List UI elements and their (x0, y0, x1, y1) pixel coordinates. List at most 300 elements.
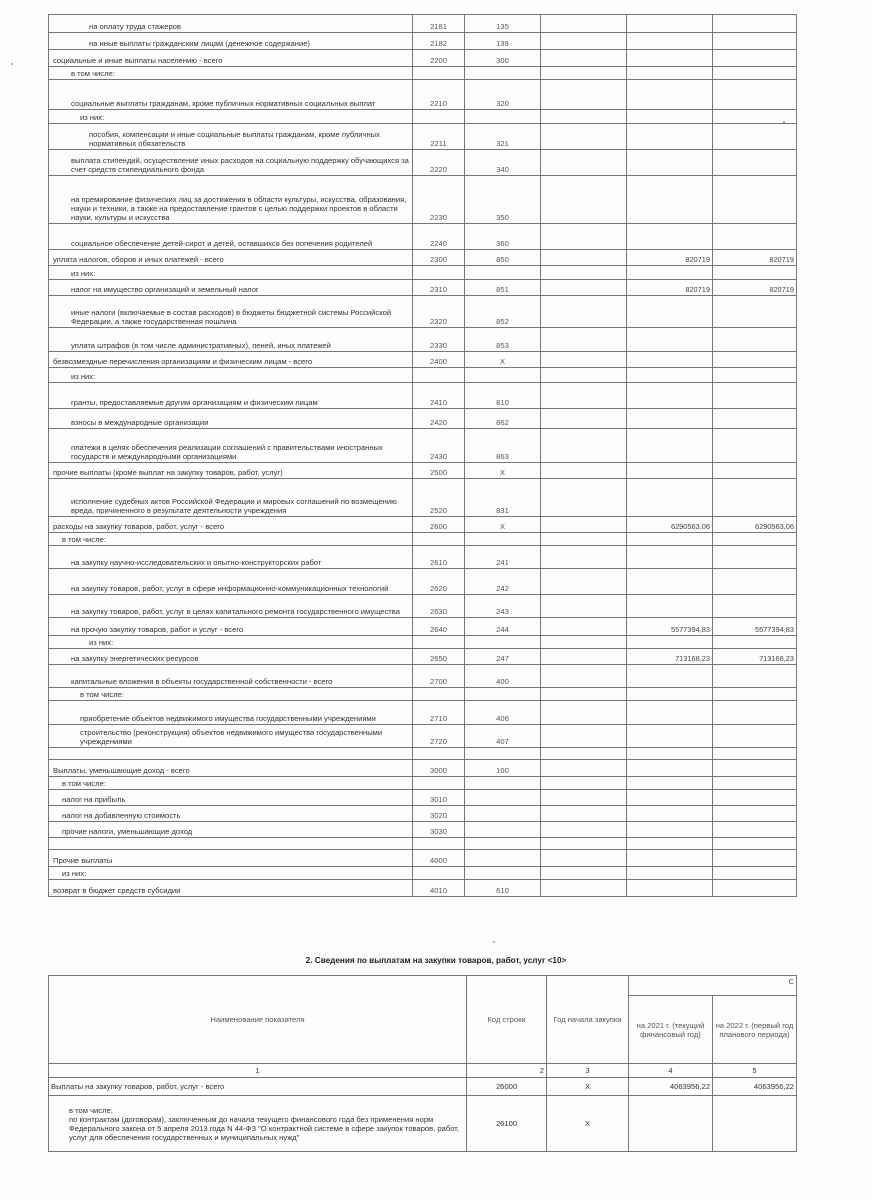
row-value-3 (713, 429, 797, 463)
row-value-1 (541, 80, 627, 110)
row-kosgu-code: 350 (465, 176, 541, 224)
row-kosgu-code: 862 (465, 409, 541, 429)
row-kosgu-code (465, 67, 541, 80)
row-value-2 (627, 688, 713, 701)
row-code: 2410 (413, 383, 465, 409)
row-value-2 (627, 725, 713, 748)
row-name: расходы на закупку товаров, работ, услуг - всего (49, 517, 413, 533)
row-value-3 (713, 850, 797, 867)
row-value-1 (541, 383, 627, 409)
row-value-1 (541, 838, 627, 850)
header-2022: на 2022 г. (первый год планового периода) (713, 996, 797, 1064)
row-kosgu-code (465, 266, 541, 280)
row-code: 2520 (413, 479, 465, 517)
row-name: налог на добавленную стоимость (49, 806, 413, 822)
row-name: на закупку товаров, работ, услуг в сфере информационно-коммуникационных технологий (49, 569, 413, 595)
row-code (413, 867, 465, 880)
row-value-3 (713, 777, 797, 790)
row-name: на премирование физических лиц за достижения в области культуры, искусства, образования, науки и техники, а также на предоставление грантов с целью поддержки проектов в области науки, культуры и искусства (49, 176, 413, 224)
row-code (413, 533, 465, 546)
row-value-2: 5577394,83 (627, 618, 713, 636)
row-value-3 (713, 725, 797, 748)
row-name: безвозмездные перечисления организациям и физическим лицам - всего (49, 352, 413, 368)
row-value-2 (627, 777, 713, 790)
row-value-3 (713, 224, 797, 250)
table-row (49, 595, 797, 618)
row-value-1 (541, 748, 627, 760)
row-value-1 (541, 463, 627, 479)
scan-speck (11, 63, 13, 65)
row-name: выплата стипендий, осуществление иных расходов на социальную поддержку обучающихся за счет средств стипендиального фонда (49, 150, 413, 176)
table-row (49, 368, 797, 383)
row-code: 2220 (413, 150, 465, 176)
row-value-1 (541, 176, 627, 224)
row-kosgu-code: 241 (465, 546, 541, 569)
row-kosgu-code: 851 (465, 280, 541, 296)
row-value-1 (541, 124, 627, 150)
row-code: 2400 (413, 352, 465, 368)
table-row (49, 409, 797, 429)
row-value-2 (627, 110, 713, 124)
row-value-3: 713168,23 (713, 649, 797, 665)
row-value-2 (627, 50, 713, 67)
row-name: Выплаты на закупку товаров, работ, услуг - всего (49, 1078, 467, 1096)
table-row (49, 1096, 797, 1152)
row-value-2 (627, 867, 713, 880)
table-row (49, 790, 797, 806)
row-value-2 (627, 15, 713, 33)
row-value-3 (713, 50, 797, 67)
row-name: из них: (49, 368, 413, 383)
header-name: Наименование показателя (49, 976, 467, 1064)
row-kosgu-code: 320 (465, 80, 541, 110)
row-name: из них: (49, 266, 413, 280)
row-code: 2240 (413, 224, 465, 250)
row-value-3 (713, 124, 797, 150)
row-name: гранты, предоставляемые другим организациям и физическим лицам (49, 383, 413, 409)
row-code (413, 110, 465, 124)
table-row (49, 850, 797, 867)
row-value-1 (541, 150, 627, 176)
row-value-1 (541, 790, 627, 806)
row-value-2 (627, 665, 713, 688)
row-value-2: 820719 (627, 250, 713, 266)
row-value-2022 (713, 1096, 797, 1152)
table-row (49, 760, 797, 777)
table-row (49, 665, 797, 688)
row-value-3 (713, 15, 797, 33)
table-row (49, 280, 797, 296)
header-2021: на 2021 г. (текущий финансовый год) (629, 996, 713, 1064)
row-value-3 (713, 176, 797, 224)
table-row (49, 636, 797, 649)
row-kosgu-code: 340 (465, 150, 541, 176)
row-kosgu-code (465, 368, 541, 383)
row-kosgu-code: 810 (465, 383, 541, 409)
row-value-1 (541, 33, 627, 50)
table-row (49, 150, 797, 176)
row-code (413, 368, 465, 383)
row-code (413, 777, 465, 790)
table-row (49, 250, 797, 266)
row-name: из них: (49, 867, 413, 880)
col-num-3: 3 (547, 1064, 629, 1078)
row-value-1 (541, 479, 627, 517)
row-value-3 (713, 67, 797, 80)
row-name: социальные выплаты гражданам, кроме публичных нормативных социальных выплат (49, 80, 413, 110)
row-code: 2600 (413, 517, 465, 533)
row-value-3 (713, 838, 797, 850)
row-code: 2211 (413, 124, 465, 150)
table-row (49, 463, 797, 479)
row-value-2 (627, 701, 713, 725)
scan-speck (493, 941, 495, 943)
row-value-2 (627, 409, 713, 429)
row-code: 2640 (413, 618, 465, 636)
row-kosgu-code: 407 (465, 725, 541, 748)
row-name: платежи в целях обеспечения реализации соглашений с правительствами иностранных государств и международными организациями (49, 429, 413, 463)
row-kosgu-code (465, 822, 541, 838)
row-value-3 (713, 760, 797, 777)
row-value-3 (713, 368, 797, 383)
row-code: 2430 (413, 429, 465, 463)
row-value-1 (541, 569, 627, 595)
row-value-2 (627, 67, 713, 80)
row-code: 26000 (467, 1078, 547, 1096)
col-num-2: 2 (467, 1064, 547, 1078)
table-row (49, 838, 797, 850)
row-code: 2620 (413, 569, 465, 595)
table-row (49, 383, 797, 409)
row-value-2 (627, 296, 713, 328)
row-value-2 (627, 176, 713, 224)
table-row (49, 533, 797, 546)
col-num-4: 4 (629, 1064, 713, 1078)
row-name: Выплаты, уменьшающие доход - всего (49, 760, 413, 777)
row-code: 4010 (413, 880, 465, 897)
row-value-3 (713, 665, 797, 688)
row-value-1 (541, 368, 627, 383)
row-name: Прочие выплаты (49, 850, 413, 867)
row-code: 4000 (413, 850, 465, 867)
row-name: прочие выплаты (кроме выплат на закупку товаров, работ, услуг) (49, 463, 413, 479)
row-value-3 (713, 546, 797, 569)
row-name: из них: (49, 110, 413, 124)
table-row (49, 748, 797, 760)
row-value-2 (627, 636, 713, 649)
row-code: 3000 (413, 760, 465, 777)
row-kosgu-code (465, 790, 541, 806)
row-name: прочие налоги, уменьшающие доход (49, 822, 413, 838)
row-value-3 (713, 150, 797, 176)
row-kosgu-code: 321 (465, 124, 541, 150)
row-value-3 (713, 479, 797, 517)
row-kosgu-code: 100 (465, 760, 541, 777)
row-code (413, 67, 465, 80)
row-value-2: 713168,23 (627, 649, 713, 665)
row-value-2 (627, 429, 713, 463)
row-kosgu-code (465, 110, 541, 124)
table-row (49, 688, 797, 701)
table-row (49, 67, 797, 80)
row-value-2 (627, 822, 713, 838)
row-value-2 (627, 838, 713, 850)
row-value-2022: 4063956,22 (713, 1078, 797, 1096)
row-kosgu-code: 400 (465, 665, 541, 688)
row-code: 2700 (413, 665, 465, 688)
row-kosgu-code (465, 636, 541, 649)
row-name: на закупку товаров, работ, услуг в целях капитального ремонта государственного имущества (49, 595, 413, 618)
row-kosgu-code: Х (465, 463, 541, 479)
row-kosgu-code: 247 (465, 649, 541, 665)
row-value-1 (541, 546, 627, 569)
row-code: 3030 (413, 822, 465, 838)
row-kosgu-code: 244 (465, 618, 541, 636)
payments-table (48, 14, 797, 897)
row-kosgu-code: 300 (465, 50, 541, 67)
row-name: на закупку научно-исследовательских и опытно-конструкторских работ (49, 546, 413, 569)
table-row (49, 224, 797, 250)
row-kosgu-code (465, 533, 541, 546)
row-value-1 (541, 110, 627, 124)
header-sum-group: С (629, 976, 797, 996)
row-value-2 (627, 124, 713, 150)
row-value-3: 5577394,83 (713, 618, 797, 636)
row-value-2 (627, 463, 713, 479)
row-value-3 (713, 701, 797, 725)
row-kosgu-code: 360 (465, 224, 541, 250)
row-code: 2420 (413, 409, 465, 429)
row-kosgu-code: 610 (465, 880, 541, 897)
row-code: 2630 (413, 595, 465, 618)
row-kosgu-code (465, 748, 541, 760)
row-value-1 (541, 296, 627, 328)
row-kosgu-code: Х (465, 352, 541, 368)
row-code: 2650 (413, 649, 465, 665)
row-value-1 (541, 777, 627, 790)
row-value-3: 6290563,06 (713, 517, 797, 533)
row-value-1 (541, 760, 627, 777)
table-row (49, 479, 797, 517)
row-value-2021: 4063956,22 (629, 1078, 713, 1096)
table-row (49, 124, 797, 150)
col-num-1: 1 (49, 1064, 467, 1078)
row-code: 3010 (413, 790, 465, 806)
row-kosgu-code: 863 (465, 429, 541, 463)
row-value-2 (627, 546, 713, 569)
row-value-3 (713, 352, 797, 368)
row-kosgu-code: Х (465, 517, 541, 533)
row-value-1 (541, 266, 627, 280)
row-value-1 (541, 725, 627, 748)
row-value-1 (541, 688, 627, 701)
row-value-1 (541, 595, 627, 618)
table-row (49, 701, 797, 725)
row-value-2 (627, 748, 713, 760)
row-value-1 (541, 352, 627, 368)
row-code: 2720 (413, 725, 465, 748)
row-value-3 (713, 748, 797, 760)
table-row (49, 806, 797, 822)
row-name: налог на имущество организаций и земельный налог (49, 280, 413, 296)
table-row (49, 1078, 797, 1096)
table-row (49, 296, 797, 328)
row-value-3 (713, 80, 797, 110)
row-name: социальное обеспечение детей-сирот и детей, оставшихся без попечения родителей (49, 224, 413, 250)
row-value-1 (541, 328, 627, 352)
row-code (413, 636, 465, 649)
row-value-1 (541, 67, 627, 80)
row-kosgu-code: 853 (465, 328, 541, 352)
table-row (49, 546, 797, 569)
row-name: взносы в международные организации (49, 409, 413, 429)
row-value-3 (713, 867, 797, 880)
table-row (49, 569, 797, 595)
row-value-3 (713, 266, 797, 280)
header-year: Год начала закупки (547, 976, 629, 1064)
row-value-3 (713, 880, 797, 897)
table-row (49, 429, 797, 463)
table-row (49, 15, 797, 33)
row-kosgu-code (465, 777, 541, 790)
row-name: пособия, компенсации и иные социальные выплаты гражданам, кроме публичных нормативных обязательств (49, 124, 413, 150)
row-value-2 (627, 328, 713, 352)
row-code: 2320 (413, 296, 465, 328)
col-num-5: 5 (713, 1064, 797, 1078)
row-name: уплата налогов, сборов и иных платежей - всего (49, 250, 413, 266)
row-code: 2330 (413, 328, 465, 352)
table-row (49, 33, 797, 50)
table-row (49, 517, 797, 533)
row-value-2021 (629, 1096, 713, 1152)
row-value-3: 820719 (713, 250, 797, 266)
row-code: 2610 (413, 546, 465, 569)
row-name: иные налоги (включаемые в состав расходов) в бюджеты бюджетной системы Российской Федерации, а также государственная пошлина (49, 296, 413, 328)
row-value-1 (541, 701, 627, 725)
row-value-2 (627, 266, 713, 280)
row-value-2 (627, 760, 713, 777)
table-row (49, 777, 797, 790)
row-value-2: 820719 (627, 280, 713, 296)
row-value-3 (713, 296, 797, 328)
row-value-1 (541, 15, 627, 33)
row-name: строительство (реконструкция) объектов недвижимого имущества государственными учреждениями (49, 725, 413, 748)
row-value-1 (541, 649, 627, 665)
row-value-1 (541, 224, 627, 250)
row-value-3 (713, 383, 797, 409)
row-value-2 (627, 383, 713, 409)
row-kosgu-code (465, 850, 541, 867)
row-kosgu-code: 831 (465, 479, 541, 517)
row-value-1 (541, 880, 627, 897)
row-name: капитальные вложения в объекты государственной собственности - всего (49, 665, 413, 688)
row-value-1 (541, 280, 627, 296)
table-row (49, 50, 797, 67)
row-name: из них: (49, 636, 413, 649)
row-value-3 (713, 463, 797, 479)
row-value-3 (713, 636, 797, 649)
row-kosgu-code (465, 688, 541, 701)
row-value-2 (627, 150, 713, 176)
header-code: Код строки (467, 976, 547, 1064)
row-name: в том числе: (49, 533, 413, 546)
row-code: 2181 (413, 15, 465, 33)
row-value-1 (541, 850, 627, 867)
row-kosgu-code: 406 (465, 701, 541, 725)
scan-speck (783, 121, 785, 123)
table-row (49, 176, 797, 224)
row-value-3 (713, 595, 797, 618)
row-code: 2300 (413, 250, 465, 266)
row-name: приобретение объектов недвижимого имущества государственными учреждениями (49, 701, 413, 725)
table-row (49, 725, 797, 748)
row-name: возврат в бюджет средств субсидии (49, 880, 413, 897)
row-name: на оплату труда стажеров (49, 15, 413, 33)
row-value-1 (541, 517, 627, 533)
row-code: 2200 (413, 50, 465, 67)
row-value-3 (713, 822, 797, 838)
row-name: в том числе: (49, 688, 413, 701)
row-value-1 (541, 429, 627, 463)
table-row (49, 80, 797, 110)
row-value-1 (541, 250, 627, 266)
row-value-3 (713, 569, 797, 595)
row-kosgu-code: 242 (465, 569, 541, 595)
row-value-2 (627, 352, 713, 368)
row-kosgu-code: 852 (465, 296, 541, 328)
row-value-2 (627, 850, 713, 867)
row-year: Х (547, 1096, 629, 1152)
table-row (49, 110, 797, 124)
row-code: 3020 (413, 806, 465, 822)
row-value-3 (713, 533, 797, 546)
row-code: 2710 (413, 701, 465, 725)
row-value-2 (627, 479, 713, 517)
row-value-3 (713, 409, 797, 429)
row-name: на иные выплаты гражданским лицам (денежное содержание) (49, 33, 413, 50)
row-name: налог на прибыль (49, 790, 413, 806)
row-value-3: 820719 (713, 280, 797, 296)
row-name (49, 748, 413, 760)
row-code (413, 748, 465, 760)
row-value-2 (627, 33, 713, 50)
table-row (49, 649, 797, 665)
table-row (49, 867, 797, 880)
column-number-row (49, 1064, 797, 1078)
row-code (413, 838, 465, 850)
row-name: социальные и иные выплаты населению - всего (49, 50, 413, 67)
row-name: на закупку энергетических ресурсов (49, 649, 413, 665)
table-row (49, 822, 797, 838)
table-row (49, 880, 797, 897)
row-value-2 (627, 224, 713, 250)
row-kosgu-code (465, 867, 541, 880)
table-row (49, 266, 797, 280)
row-value-1 (541, 618, 627, 636)
procurement-header-top-row (49, 976, 797, 996)
row-code (413, 688, 465, 701)
row-value-3 (713, 806, 797, 822)
row-value-1 (541, 665, 627, 688)
payments-table-body (49, 15, 797, 897)
row-name: в том числе: по контрактам (договорам), заключенным до начала текущего финансового года без применения норм Федерального закона от 5 апреля 2013 года N 44-ФЗ "О контрактной системе в сфере закупок товаров, работ, услуг для обеспечения государственных и муниципальных нужд" (49, 1096, 467, 1152)
procurement-table (48, 975, 797, 1152)
row-name: в том числе: (49, 67, 413, 80)
row-value-2 (627, 569, 713, 595)
row-value-3 (713, 33, 797, 50)
row-value-2 (627, 790, 713, 806)
row-code: 2500 (413, 463, 465, 479)
